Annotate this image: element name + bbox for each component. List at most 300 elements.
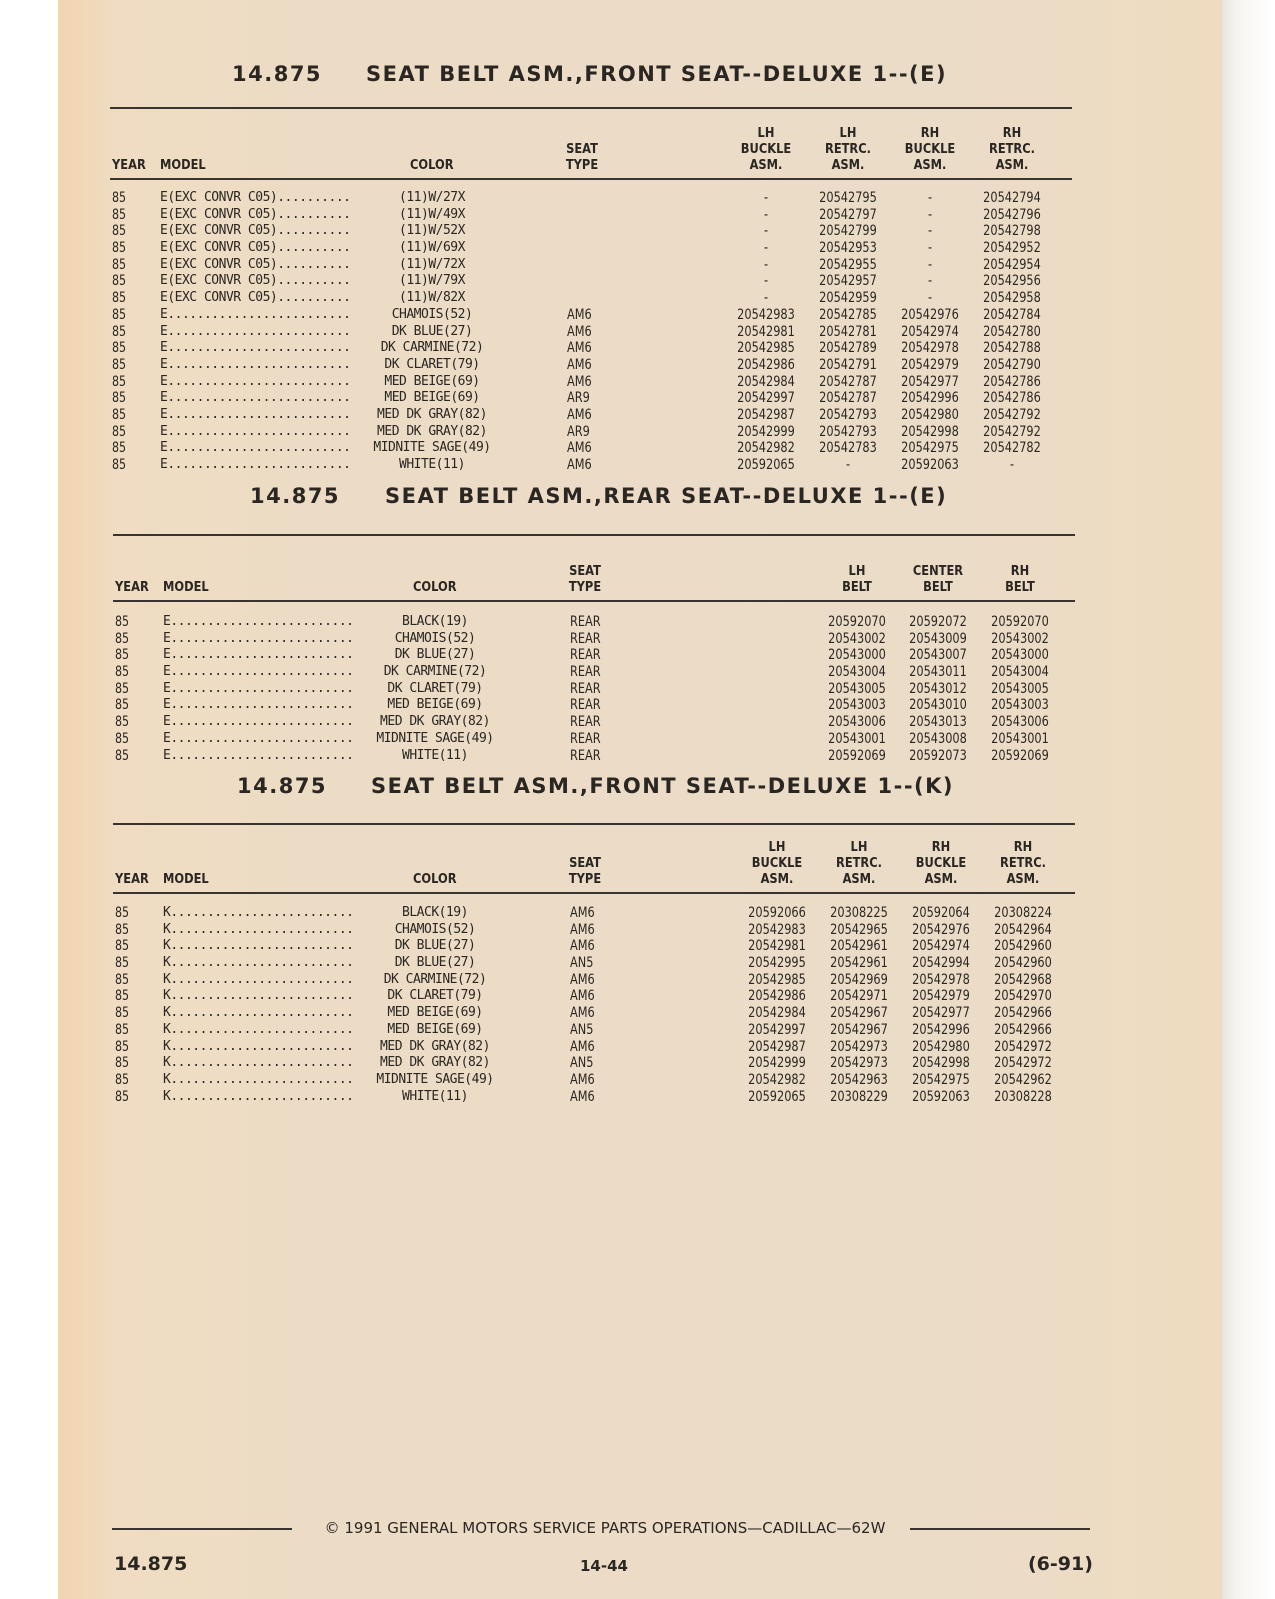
header-column-1: BELT — [842, 580, 872, 595]
header-color: COLOR — [410, 158, 454, 173]
cell-color: (11)W/49X — [399, 206, 465, 222]
table-row — [0, 273, 1275, 290]
cell-color: (11)W/72X — [399, 256, 465, 272]
cell-model: K......................... — [163, 1005, 354, 1021]
cell-seat-type: AR9 — [567, 423, 590, 440]
cell-color: DK CLARET(79) — [384, 356, 480, 372]
cell-model: E(EXC CONVR C05).......... — [160, 290, 351, 306]
cell-color: MIDNITE SAGE(49) — [376, 1071, 494, 1087]
cell-part-number: - — [927, 240, 933, 257]
cell-part-number: 20542999 — [748, 1055, 806, 1072]
cell-color: MIDNITE SAGE(49) — [376, 730, 494, 746]
table-row — [0, 681, 1275, 698]
cell-model: E......................... — [163, 697, 354, 713]
section-title — [0, 774, 1275, 804]
cell-part-number: 20542984 — [737, 373, 795, 390]
cell-part-number: 20542961 — [830, 955, 888, 972]
cell-part-number: 20542977 — [912, 1005, 970, 1022]
footer-copyright: © 1991 GENERAL MOTORS SERVICE PARTS OPERATIONS—CADILLAC—62W — [324, 1519, 886, 1537]
cell-part-number: - — [763, 240, 769, 257]
cell-model: E(EXC CONVR C05).......... — [160, 240, 351, 256]
table-row — [0, 697, 1275, 714]
cell-part-number: 20542974 — [901, 323, 959, 340]
header-column-2: RETRC. — [836, 856, 882, 871]
cell-part-number: 20542997 — [748, 1021, 806, 1038]
cell-color: DK CLARET(79) — [387, 988, 483, 1004]
cell-part-number: 20542965 — [830, 921, 888, 938]
cell-part-number: 20542781 — [819, 323, 877, 340]
cell-part-number: 20308229 — [830, 1088, 888, 1105]
cell-model: K......................... — [163, 921, 354, 937]
cell-seat-type: REAR — [570, 714, 601, 731]
cell-part-number: 20592072 — [909, 614, 967, 630]
cell-part-number: 20542984 — [748, 1005, 806, 1022]
cell-color: WHITE(11) — [402, 1088, 468, 1104]
cell-part-number: 20542796 — [983, 206, 1041, 223]
cell-model: K......................... — [163, 988, 354, 1004]
cell-model: E......................... — [160, 423, 351, 439]
cell-part-number: 20542972 — [994, 1038, 1052, 1055]
table-row — [0, 240, 1275, 257]
table-row — [0, 407, 1275, 424]
header-column-1: ASM. — [760, 872, 794, 887]
cell-part-number: 20592073 — [909, 747, 967, 764]
cell-part-number: 20542975 — [901, 440, 959, 457]
table-row — [0, 1005, 1275, 1022]
header-column-2: BELT — [923, 580, 953, 595]
cell-part-number: 20592066 — [748, 905, 806, 921]
header-column-2: ASM. — [831, 158, 865, 173]
cell-part-number: 20542964 — [994, 921, 1052, 938]
table-row — [0, 938, 1275, 955]
footer-rule-left — [112, 1528, 292, 1530]
cell-part-number: 20542791 — [819, 356, 877, 373]
cell-part-number: 20542966 — [994, 1005, 1052, 1022]
cell-year: 85 — [115, 614, 130, 630]
cell-model: E......................... — [160, 356, 351, 372]
cell-seat-type: REAR — [570, 614, 601, 630]
cell-model: E......................... — [160, 440, 351, 456]
cell-model: E(EXC CONVR C05).......... — [160, 190, 351, 205]
cell-part-number: 20542798 — [983, 223, 1041, 240]
cell-seat-type: AM6 — [567, 323, 592, 340]
table-row — [0, 1072, 1275, 1089]
cell-part-number: - — [927, 290, 933, 307]
cell-part-number: 20542962 — [994, 1071, 1052, 1088]
table-row — [0, 972, 1275, 989]
cell-model: K......................... — [163, 905, 354, 920]
cell-part-number: 20543002 — [828, 630, 886, 647]
cell-part-number: 20542980 — [912, 1038, 970, 1055]
cell-seat-type: AM6 — [567, 440, 592, 457]
cell-seat-type: AN5 — [570, 1055, 594, 1072]
cell-year: 85 — [112, 273, 127, 290]
cell-model: K......................... — [163, 1088, 354, 1104]
section-heading: SEAT BELT ASM.,REAR SEAT--DELUXE 1--(E) — [385, 484, 948, 508]
cell-part-number: 20542982 — [748, 1071, 806, 1088]
cell-color: MED BEIGE(69) — [387, 1021, 483, 1037]
cell-year: 85 — [115, 714, 130, 731]
cell-color: MED BEIGE(69) — [387, 1005, 483, 1021]
cell-color: BLACK(19) — [402, 614, 468, 629]
cell-part-number: 20542979 — [912, 988, 970, 1005]
cell-year: 85 — [112, 306, 127, 323]
cell-part-number: 20542799 — [819, 223, 877, 240]
cell-part-number: - — [1009, 457, 1015, 473]
cell-color: DK BLUE(27) — [394, 938, 476, 954]
header-seat-type: TYPE — [568, 580, 602, 595]
header-column-3: ASM. — [913, 158, 947, 173]
section-top-rule — [113, 823, 1075, 825]
table-row — [0, 190, 1275, 207]
header-column-3: RH — [1010, 564, 1030, 579]
cell-part-number: 20543013 — [909, 714, 967, 731]
cell-seat-type: REAR — [570, 680, 601, 697]
cell-seat-type: AM6 — [567, 406, 592, 423]
cell-part-number: 20542969 — [830, 971, 888, 988]
cell-part-number: 20542793 — [819, 423, 877, 440]
cell-part-number: 20542960 — [994, 955, 1052, 972]
table-row — [0, 390, 1275, 407]
cell-part-number: 20542994 — [912, 955, 970, 972]
cell-seat-type: AM6 — [570, 1038, 595, 1055]
cell-color: DK BLUE(27) — [394, 647, 476, 663]
cell-part-number: 20542997 — [737, 390, 795, 407]
header-column-4: ASM. — [995, 158, 1029, 173]
cell-part-number: 20542795 — [819, 190, 877, 206]
cell-color: (11)W/79X — [399, 273, 465, 289]
cell-part-number: 20542999 — [737, 423, 795, 440]
cell-part-number: 20542966 — [994, 1021, 1052, 1038]
cell-part-number: - — [927, 206, 933, 223]
cell-part-number: 20542797 — [819, 206, 877, 223]
cell-year: 85 — [115, 630, 130, 647]
header-color: COLOR — [413, 580, 457, 595]
cell-part-number: 20542957 — [819, 273, 877, 290]
cell-seat-type: AM6 — [570, 1005, 595, 1022]
cell-part-number: 20542782 — [983, 440, 1041, 457]
header-column-1: BUCKLE — [751, 856, 803, 871]
header-column-2: LH — [850, 840, 868, 855]
cell-part-number: 20542792 — [983, 406, 1041, 423]
cell-seat-type: AR9 — [567, 390, 590, 407]
table-row — [0, 324, 1275, 341]
cell-year: 85 — [115, 730, 130, 747]
cell-part-number: 20542980 — [901, 406, 959, 423]
table-row — [0, 357, 1275, 374]
cell-part-number: 20592065 — [737, 457, 795, 473]
cell-model: K......................... — [163, 938, 354, 954]
cell-year: 85 — [112, 390, 127, 407]
cell-year: 85 — [115, 697, 130, 714]
cell-color: MED DK GRAY(82) — [380, 1038, 490, 1054]
cell-year: 85 — [112, 256, 127, 273]
cell-year: 85 — [115, 647, 130, 664]
table-row — [0, 440, 1275, 457]
table-row — [0, 748, 1275, 765]
cell-part-number: 20543002 — [991, 630, 1049, 647]
cell-seat-type: AM6 — [570, 905, 595, 921]
cell-year: 85 — [115, 1088, 130, 1105]
cell-part-number: 20543004 — [828, 664, 886, 681]
header-column-2: RETRC. — [825, 142, 871, 157]
cell-year: 85 — [112, 290, 127, 307]
cell-model: E......................... — [160, 373, 351, 389]
cell-part-number: 20592063 — [901, 457, 959, 473]
cell-year: 85 — [115, 1071, 130, 1088]
cell-seat-type: REAR — [570, 630, 601, 647]
cell-year: 85 — [112, 223, 127, 240]
table-row — [0, 714, 1275, 731]
cell-model: E......................... — [160, 323, 351, 339]
cell-part-number: 20542978 — [912, 971, 970, 988]
cell-part-number: 20543001 — [991, 730, 1049, 747]
cell-seat-type: AN5 — [570, 955, 594, 972]
header-seat-type: TYPE — [568, 872, 602, 887]
cell-part-number: 20543000 — [828, 647, 886, 664]
footer-date-code: (6-91) — [1028, 1553, 1093, 1575]
header-model: MODEL — [160, 158, 206, 173]
cell-part-number: 20542985 — [748, 971, 806, 988]
cell-color: (11)W/52X — [399, 223, 465, 239]
footer-rule-right — [910, 1528, 1090, 1530]
cell-part-number: 20542780 — [983, 323, 1041, 340]
cell-part-number: - — [763, 223, 769, 240]
header-column-4: RETRC. — [989, 142, 1035, 157]
cell-year: 85 — [115, 664, 130, 681]
cell-part-number: 20542787 — [819, 373, 877, 390]
section-number: 14.875 — [250, 484, 341, 508]
cell-part-number: 20542979 — [901, 356, 959, 373]
cell-part-number: 20543006 — [828, 714, 886, 731]
cell-part-number: 20542986 — [737, 356, 795, 373]
cell-part-number: 20542788 — [983, 340, 1041, 357]
table-row — [0, 340, 1275, 357]
cell-color: DK CLARET(79) — [387, 680, 483, 696]
cell-color: MIDNITE SAGE(49) — [373, 440, 491, 456]
cell-part-number: - — [763, 290, 769, 307]
cell-color: DK BLUE(27) — [391, 323, 473, 339]
header-column-4: RETRC. — [1000, 856, 1046, 871]
cell-part-number: 20543000 — [991, 647, 1049, 664]
table-row — [0, 731, 1275, 748]
section-header-rule — [113, 892, 1075, 894]
cell-color: WHITE(11) — [402, 747, 468, 763]
table-row — [0, 374, 1275, 391]
header-column-1: LH — [757, 126, 775, 141]
cell-model: E......................... — [163, 747, 354, 763]
header-column-4: RH — [1002, 126, 1022, 141]
cell-year: 85 — [112, 340, 127, 357]
cell-year: 85 — [112, 323, 127, 340]
header-column-1: ASM. — [749, 158, 783, 173]
cell-part-number: 20542958 — [983, 290, 1041, 307]
table-row — [0, 614, 1275, 631]
cell-year: 85 — [115, 1055, 130, 1072]
cell-year: 85 — [115, 680, 130, 697]
cell-year: 85 — [112, 240, 127, 257]
cell-seat-type: AM6 — [570, 1071, 595, 1088]
cell-color: MED BEIGE(69) — [384, 390, 480, 406]
header-column-3: BUCKLE — [915, 856, 967, 871]
cell-part-number: 20542982 — [737, 440, 795, 457]
footer-page-number: 14-44 — [580, 1557, 628, 1575]
cell-seat-type: AM6 — [570, 988, 595, 1005]
table-row — [0, 647, 1275, 664]
cell-part-number: 20542792 — [983, 423, 1041, 440]
cell-model: K......................... — [163, 1071, 354, 1087]
header-year: YEAR — [115, 872, 149, 887]
cell-model: E......................... — [163, 614, 354, 629]
table-row — [0, 664, 1275, 681]
cell-model: K......................... — [163, 971, 354, 987]
cell-year: 85 — [115, 1038, 130, 1055]
cell-year: 85 — [115, 905, 130, 921]
header-seat-type: TYPE — [565, 158, 599, 173]
header-column-3: BUCKLE — [904, 142, 956, 157]
cell-part-number: 20542952 — [983, 240, 1041, 257]
cell-part-number: 20542956 — [983, 273, 1041, 290]
cell-seat-type: AN5 — [570, 1021, 594, 1038]
cell-part-number: 20592070 — [991, 614, 1049, 630]
cell-part-number: 20542981 — [748, 938, 806, 955]
table-row — [0, 631, 1275, 648]
section-header-rule — [113, 600, 1075, 602]
cell-year: 85 — [115, 1021, 130, 1038]
table-row — [0, 905, 1275, 922]
header-column-4: RH — [1013, 840, 1033, 855]
cell-part-number: 20542786 — [983, 390, 1041, 407]
cell-year: 85 — [115, 921, 130, 938]
cell-model: E......................... — [160, 340, 351, 356]
table-row — [0, 307, 1275, 324]
header-seat-type: SEAT — [566, 142, 598, 157]
cell-year: 85 — [115, 971, 130, 988]
cell-color: MED BEIGE(69) — [384, 373, 480, 389]
cell-part-number: - — [927, 190, 933, 206]
cell-model: E......................... — [163, 664, 354, 680]
cell-year: 85 — [115, 955, 130, 972]
cell-part-number: 20543012 — [909, 680, 967, 697]
header-year: YEAR — [112, 158, 146, 173]
cell-part-number: 20542961 — [830, 938, 888, 955]
header-column-2: CENTER — [912, 564, 964, 579]
cell-year: 85 — [112, 406, 127, 423]
cell-year: 85 — [112, 373, 127, 390]
cell-part-number: 20542789 — [819, 340, 877, 357]
cell-part-number: 20542987 — [748, 1038, 806, 1055]
cell-model: E......................... — [160, 457, 351, 472]
cell-part-number: 20543008 — [909, 730, 967, 747]
cell-color: DK CARMINE(72) — [380, 340, 484, 356]
cell-part-number: 20543003 — [991, 697, 1049, 714]
cell-color: MED DK GRAY(82) — [377, 423, 487, 439]
table-row — [0, 424, 1275, 441]
cell-model: E......................... — [160, 390, 351, 406]
cell-seat-type: REAR — [570, 664, 601, 681]
cell-model: E......................... — [163, 680, 354, 696]
cell-part-number: 20542998 — [901, 423, 959, 440]
cell-seat-type: AM6 — [567, 356, 592, 373]
cell-color: DK BLUE(27) — [394, 955, 476, 971]
cell-part-number: 20542972 — [994, 1055, 1052, 1072]
cell-model: E(EXC CONVR C05).......... — [160, 256, 351, 272]
cell-seat-type: AM6 — [567, 306, 592, 323]
cell-part-number: 20542973 — [830, 1038, 888, 1055]
header-column-3: ASM. — [924, 872, 958, 887]
cell-part-number: 20542996 — [912, 1021, 970, 1038]
cell-part-number: - — [763, 190, 769, 206]
cell-part-number: 20543009 — [909, 630, 967, 647]
cell-part-number: 20542974 — [912, 938, 970, 955]
cell-part-number: - — [763, 206, 769, 223]
cell-part-number: 20592069 — [828, 747, 886, 764]
header-column-2: LH — [839, 126, 857, 141]
cell-part-number: 20543005 — [828, 680, 886, 697]
parts-table — [0, 905, 1275, 1105]
header-column-1: BUCKLE — [740, 142, 792, 157]
header-column-2: ASM. — [842, 872, 876, 887]
cell-part-number: - — [927, 223, 933, 240]
cell-model: E......................... — [163, 730, 354, 746]
header-column-1: LH — [848, 564, 866, 579]
cell-part-number: 20542976 — [901, 306, 959, 323]
cell-part-number: 20542986 — [748, 988, 806, 1005]
cell-color: WHITE(11) — [399, 457, 465, 472]
cell-part-number: 20542955 — [819, 256, 877, 273]
cell-model: E......................... — [160, 406, 351, 422]
cell-year: 85 — [112, 440, 127, 457]
cell-part-number: 20542975 — [912, 1071, 970, 1088]
cell-part-number: - — [763, 273, 769, 290]
section-title — [0, 484, 1275, 514]
parts-table — [0, 614, 1275, 764]
cell-year: 85 — [115, 938, 130, 955]
cell-color: DK CARMINE(72) — [383, 971, 487, 987]
cell-part-number: 20542998 — [912, 1055, 970, 1072]
section-top-rule — [113, 534, 1075, 536]
cell-year: 85 — [115, 747, 130, 764]
cell-part-number: 20542976 — [912, 921, 970, 938]
cell-part-number: 20308225 — [830, 905, 888, 921]
table-row — [0, 988, 1275, 1005]
cell-part-number: 20542977 — [901, 373, 959, 390]
table-row — [0, 257, 1275, 274]
section-header-rule — [110, 178, 1072, 180]
cell-part-number: 20542787 — [819, 390, 877, 407]
section-top-rule — [110, 107, 1072, 109]
cell-model: E......................... — [163, 714, 354, 730]
cell-part-number: 20542973 — [830, 1055, 888, 1072]
cell-part-number: - — [845, 457, 851, 473]
cell-year: 85 — [112, 356, 127, 373]
cell-seat-type: REAR — [570, 697, 601, 714]
table-row — [0, 1089, 1275, 1106]
cell-part-number: 20542987 — [737, 406, 795, 423]
cell-part-number: 20543011 — [909, 664, 967, 681]
section-heading: SEAT BELT ASM.,FRONT SEAT--DELUXE 1--(K) — [371, 774, 955, 798]
cell-part-number: 20543003 — [828, 697, 886, 714]
cell-color: BLACK(19) — [402, 905, 468, 920]
header-column-1: LH — [768, 840, 786, 855]
cell-part-number: 20542985 — [737, 340, 795, 357]
cell-color: MED BEIGE(69) — [387, 697, 483, 713]
cell-part-number: 20542970 — [994, 988, 1052, 1005]
cell-seat-type: REAR — [570, 747, 601, 764]
section-heading: SEAT BELT ASM.,FRONT SEAT--DELUXE 1--(E) — [366, 62, 948, 86]
cell-seat-type: REAR — [570, 647, 601, 664]
cell-part-number: 20542967 — [830, 1005, 888, 1022]
